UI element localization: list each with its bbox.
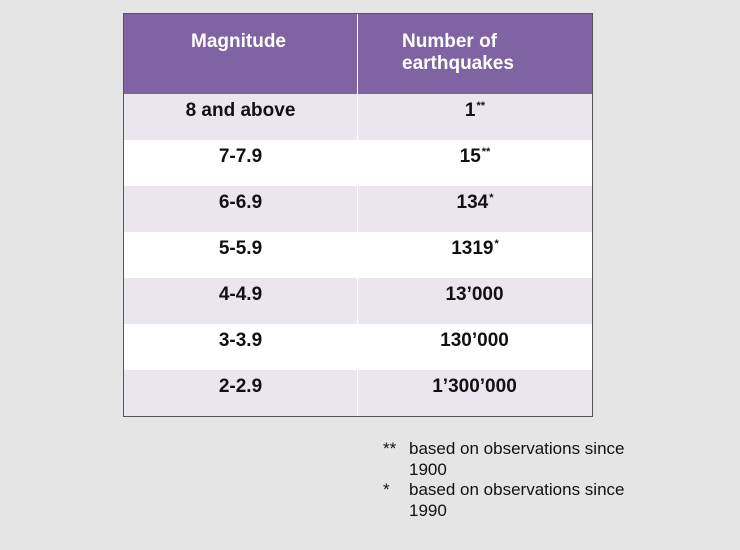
count-value: 130’000	[440, 330, 509, 351]
magnitude-cell: 3-3.9	[124, 324, 358, 370]
footnote-1900	[383, 439, 629, 480]
count-value: 1319	[451, 238, 494, 259]
footnote-symbol: **	[383, 439, 397, 458]
magnitude-cell: 2-2.9	[124, 370, 358, 416]
header-number-of-earthquakes: Number of earthquakes	[402, 31, 514, 74]
count-cell	[358, 232, 592, 278]
table-row	[124, 186, 592, 232]
count-cell	[358, 370, 592, 416]
count-value: 1’300’000	[432, 376, 517, 397]
magnitude-cell: 7-7.9	[124, 140, 358, 186]
table-row	[124, 324, 592, 370]
footnote-mark: **	[481, 145, 491, 158]
table-row	[124, 232, 592, 278]
footnote-text: based on observations since 1900	[409, 439, 625, 479]
count-cell	[358, 324, 592, 370]
count-value: 15	[459, 146, 481, 167]
earthquake-frequency-table	[123, 13, 593, 417]
count-value: 13’000	[445, 284, 504, 305]
footnote-text: based on observations since 1990	[409, 480, 625, 520]
magnitude-cell: 6-6.9	[124, 186, 358, 232]
magnitude-cell: 8 and above	[124, 94, 358, 140]
magnitude-cell: 4-4.9	[124, 278, 358, 324]
footnote-symbol: *	[383, 480, 390, 499]
footnote-1990	[383, 480, 629, 521]
count-cell	[358, 186, 592, 232]
count-cell	[358, 278, 592, 324]
count-value: 1	[464, 100, 476, 121]
header-magnitude: Magnitude	[124, 14, 358, 94]
footnotes	[383, 439, 629, 521]
table-row	[124, 278, 592, 324]
count-value: 134	[456, 192, 489, 213]
footnote-mark: **	[476, 99, 486, 112]
footnote-mark: *	[494, 237, 499, 250]
count-cell	[358, 94, 592, 140]
table-row	[124, 94, 592, 140]
table-row	[124, 370, 592, 416]
footnote-mark: *	[489, 191, 494, 204]
table-row	[124, 140, 592, 186]
table-header-row	[124, 14, 592, 94]
count-cell	[358, 140, 592, 186]
magnitude-cell: 5-5.9	[124, 232, 358, 278]
